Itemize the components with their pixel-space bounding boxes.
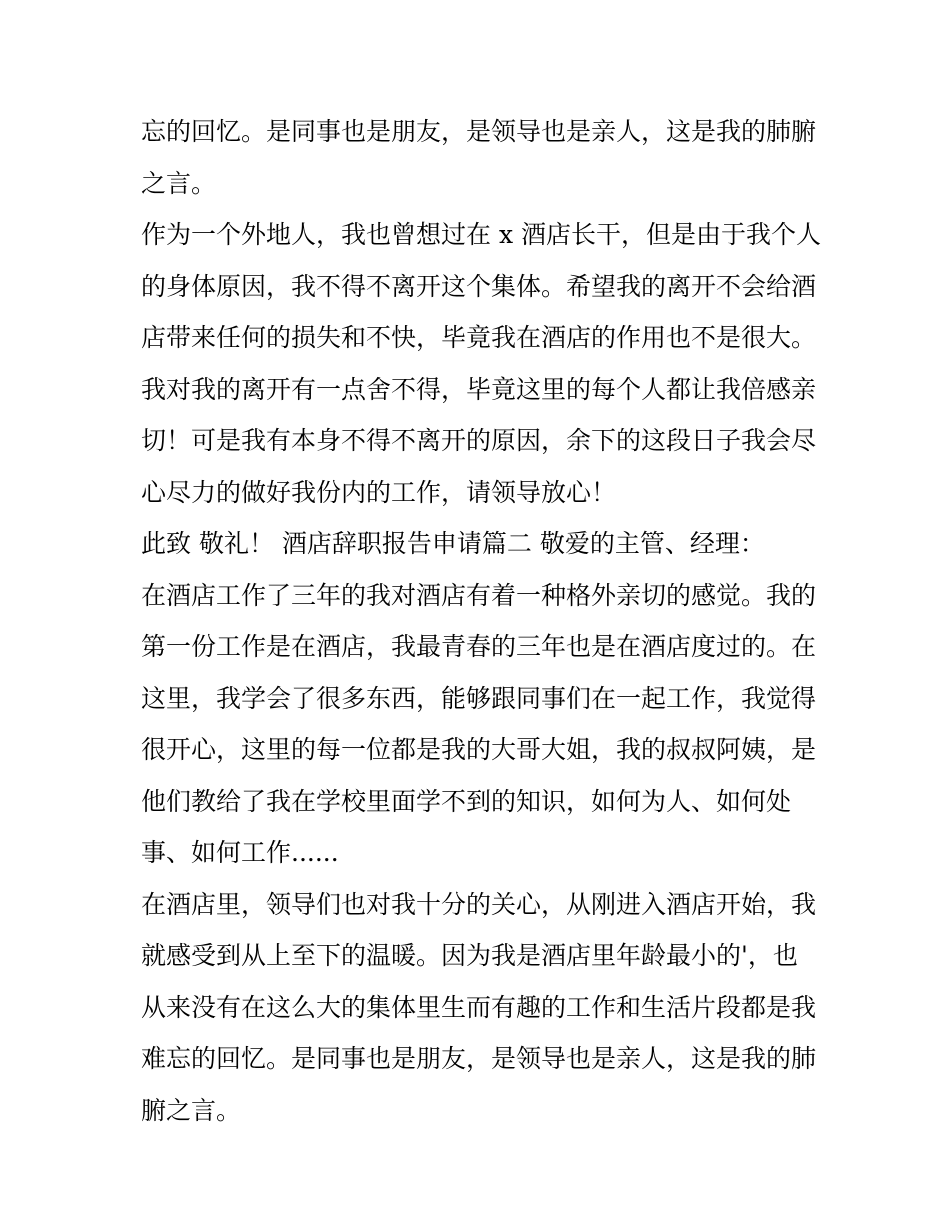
text-line: 忘的回忆。是同事也是朋友，是领导也是亲人，这是我的肺腑: [141, 117, 817, 146]
body-text: [141, 106, 821, 1136]
text-line: 第一份工作是在酒店，我最青春的三年也是在酒店度过的。在: [141, 632, 817, 661]
text-line: 难忘的回忆。是同事也是朋友，是领导也是亲人，这是我的肺: [141, 1044, 817, 1073]
text-line: 腑之言。: [141, 1095, 242, 1125]
text-line: 店带来任何的损失和不快，毕竟我在酒店的作用也不是很大。: [141, 323, 817, 352]
text-line: 事、如何工作......: [141, 838, 339, 867]
text-line: 在酒店工作了三年的我对酒店有着一种格外亲切的感觉。我的: [141, 580, 817, 610]
text-line: 作为一个外地人，我也曾想过在 x 酒店长干，但是由于我个人: [141, 220, 821, 249]
text-line: 之言。: [141, 168, 217, 198]
text-line: 很开心，这里的每一位都是我的大哥大姐，我的叔叔阿姨，是: [141, 735, 817, 764]
text-line: 我对我的离开有一点舍不得，毕竟这里的每个人都让我倍感亲: [141, 374, 817, 404]
text-line: 这里，我学会了很多东西，能够跟同事们在一起工作，我觉得: [141, 683, 817, 713]
text-line: 在酒店里，领导们也对我十分的关心，从刚进入酒店开始，我: [141, 889, 817, 919]
text-line: 心尽力的做好我份内的工作，请领导放心！: [141, 477, 617, 507]
text-line: 就感受到从上至下的温暖。因为我是酒店里年龄最小的'，也: [141, 941, 798, 970]
text-line: 的身体原因，我不得不离开这个集体。希望我的离开不会给酒: [141, 271, 817, 301]
text-line: 他们教给了我在学校里面学不到的知识，如何为人、如何处: [141, 786, 792, 816]
text-line: 从来没有在这么大的集体里生而有趣的工作和生活片段都是我: [141, 992, 817, 1022]
text-line: 此致 敬礼！ 酒店辞职报告申请篇二 敬爱的主管、经理：: [141, 529, 765, 558]
text-line: 切！可是我有本身不得不离开的原因，余下的这段日子我会尽: [141, 426, 817, 455]
